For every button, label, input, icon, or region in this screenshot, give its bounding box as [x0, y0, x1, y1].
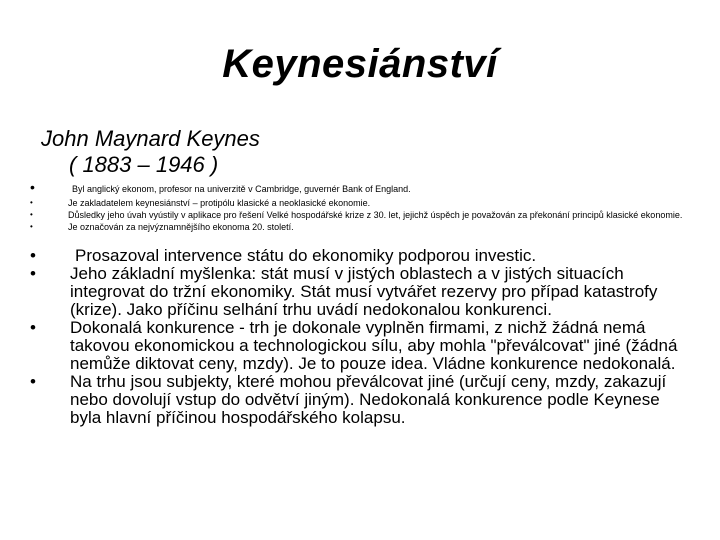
main-list-item-text: Na trhu jsou subjekty, které mohou převálcovat jiné (určují ceny, mzdy, zakazují nebo dovolují vstup do odvětví jiným). Nedokonalá konkurence podle Keynese byla hlavní příčinou hospodářského kolapsu.: [70, 372, 667, 427]
small-list-item: [30, 209, 690, 221]
subtitle: [41, 126, 260, 178]
main-list-item-text: Dokonalá konkurence - trh je dokonale vyplněn firmami, z nichž žádná nemá takovou ekonomickou a technologickou sílu, aby mohla "převálcovat" jiné (žádná nemůže diktovat ceny, mzdy). Je to pouze idea. Vládne konkurence nedokonalá.: [70, 318, 678, 373]
small-list-item-text: Je označován za nejvýznamnějšího ekonoma 20. století.: [68, 222, 294, 232]
bullet-icon: •: [30, 264, 36, 283]
small-list-item: [30, 197, 690, 209]
bullet-icon: •: [30, 210, 33, 219]
main-list-item: [30, 373, 690, 427]
main-list-item: [30, 247, 690, 265]
small-list-item-text: Byl anglický ekonom, profesor na univerzitě v Cambridge, guvernér Bank of England.: [72, 184, 411, 194]
subtitle-name: John Maynard Keynes: [41, 126, 260, 151]
bullet-icon: •: [30, 372, 36, 391]
main-list-item-text: Jeho základní myšlenka: stát musí v jistých oblastech a v jistých situacích integrovat do tržní ekonomiky. Stát musí vytvářet rezervy pro případ katastrofy (krize). Jako příčinu selhání trhu uvádí nedokonalou konkurenci.: [70, 264, 658, 319]
main-list-item: [30, 319, 690, 373]
bullet-icon: •: [30, 246, 36, 265]
bullet-icon: •: [30, 198, 33, 207]
bullet-icon: •: [30, 318, 36, 337]
bullet-icon: •: [30, 179, 35, 195]
bullet-icon: •: [30, 222, 33, 231]
main-list-item: [30, 265, 690, 319]
subtitle-years: ( 1883 – 1946 ): [69, 152, 219, 177]
small-list-item: [30, 221, 690, 233]
main-list-item-text: Prosazoval intervence státu do ekonomiky podporou investic.: [75, 246, 537, 265]
slide-title: Keynesiánství: [222, 42, 498, 86]
small-list-item: [30, 179, 690, 195]
small-list-item-text: Je zakladatelem keynesiánství – protipólu klasické a neoklasické ekonomie.: [68, 198, 371, 208]
main-bullet-list: [30, 247, 690, 427]
small-bullet-list: [30, 179, 690, 233]
small-list-item-text: Důsledky jeho úvah vyústily v aplikace pro řešení Velké hospodářské krize z 30. let, jejichž úspěch je považován za překonání principů klasické ekonomie.: [68, 210, 683, 220]
